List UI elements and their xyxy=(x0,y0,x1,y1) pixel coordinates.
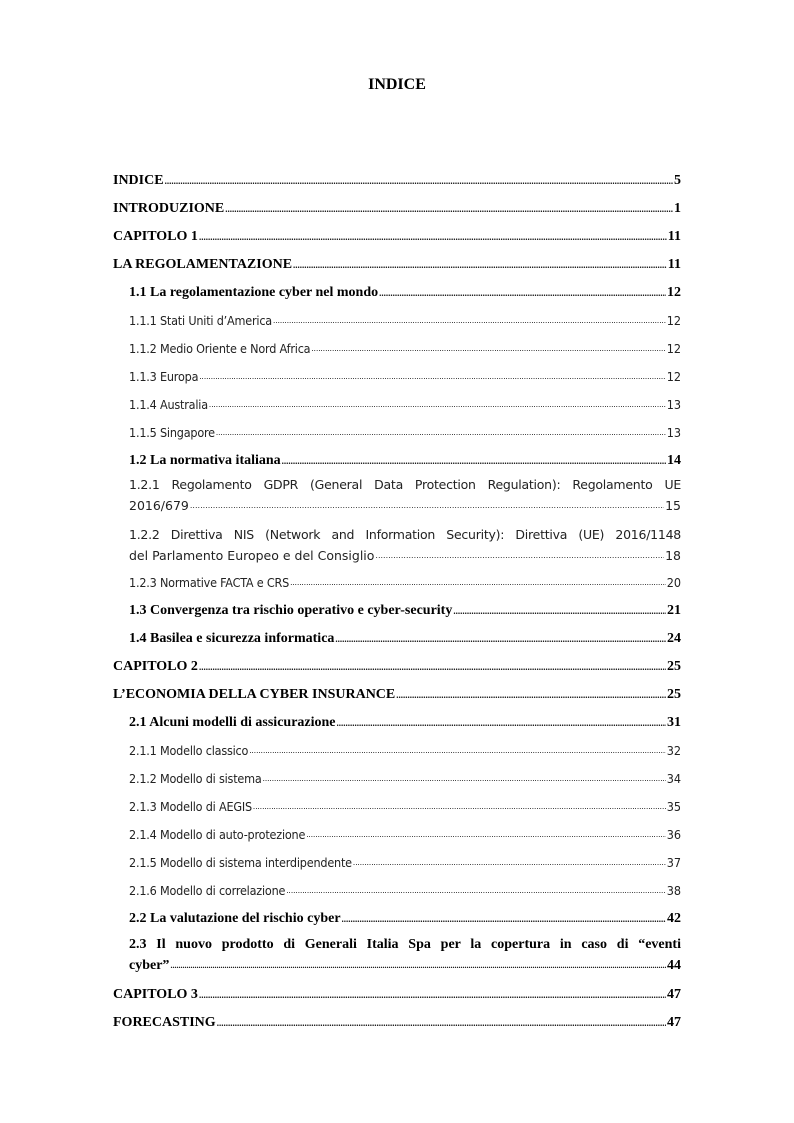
toc-entry-page: 20 xyxy=(666,575,681,590)
toc-entry-title: 1.1.4 Australia xyxy=(129,397,208,412)
toc-leader xyxy=(375,550,664,562)
toc-entry[interactable] xyxy=(113,906,681,928)
toc-entry[interactable] xyxy=(113,280,681,302)
toc-entry-title: 2.1.2 Modello di sistema xyxy=(129,771,262,786)
toc-entry-page: 38 xyxy=(666,883,681,898)
toc-entry[interactable] xyxy=(113,336,681,358)
toc-leader xyxy=(379,287,666,299)
toc-entry-title: 1.1.1 Stati Uniti d’America xyxy=(129,313,273,328)
toc-leader xyxy=(249,745,665,757)
toc-entry[interactable] xyxy=(113,1010,681,1032)
toc-entry-title: 1.3 Convergenza tra rischio operativo e cyber-security xyxy=(129,603,453,618)
toc-leader xyxy=(353,857,666,869)
toc-entry-page: 14 xyxy=(667,453,681,468)
toc-entry[interactable] xyxy=(129,524,681,566)
toc-entry-title: 2.1.5 Modello di sistema interdipendente xyxy=(129,855,352,870)
toc-leader xyxy=(199,231,667,243)
toc-entry[interactable] xyxy=(113,570,681,592)
toc-entry[interactable] xyxy=(113,252,681,274)
toc-leader xyxy=(290,577,666,589)
toc-entry-page: 35 xyxy=(666,799,681,814)
toc-entry-page: 13 xyxy=(666,397,681,412)
toc-entry-title-line1: 1.2.2 Direttiva NIS (Network and Information Security): Direttiva (UE) 2016/1148 xyxy=(129,527,681,542)
toc-leader xyxy=(337,717,666,729)
toc-entry-title: CAPITOLO 1 xyxy=(113,229,198,244)
toc-leader xyxy=(396,689,666,701)
toc-leader xyxy=(282,455,666,467)
toc-entry-title: L’ECONOMIA DELLA CYBER INSURANCE xyxy=(113,687,396,702)
toc-leader xyxy=(225,203,673,215)
toc-entry[interactable] xyxy=(113,420,681,442)
toc-leader xyxy=(335,633,666,645)
toc-entry[interactable] xyxy=(113,224,681,246)
toc-leader xyxy=(199,661,666,673)
toc-entry-page: 37 xyxy=(666,855,681,870)
toc-entry-page: 12 xyxy=(667,285,681,300)
toc-entry[interactable] xyxy=(113,448,681,470)
toc-entry-title-line1: 1.2.1 Regolamento GDPR (General Data Protection Regulation): Regolamento UE xyxy=(129,477,681,492)
toc-entry-title: 1.4 Basilea e sicurezza informatica xyxy=(129,631,335,646)
toc-entry-page: 24 xyxy=(667,631,681,646)
toc-entry[interactable] xyxy=(113,392,681,414)
toc-entry[interactable] xyxy=(129,934,681,976)
toc-entry[interactable] xyxy=(113,738,681,760)
toc-entry[interactable] xyxy=(113,168,681,190)
toc-entry-page: 12 xyxy=(666,341,681,356)
toc-entry-page: 18 xyxy=(665,548,681,563)
toc-entry[interactable] xyxy=(113,364,681,386)
toc-entry[interactable] xyxy=(113,654,681,676)
toc-entry-title: CAPITOLO 3 xyxy=(113,987,198,1002)
toc-entry-title: 2.1 Alcuni modelli di assicurazione xyxy=(129,715,336,730)
toc-entry-page: 11 xyxy=(667,257,681,272)
toc-entry-title: 2.2 La valutazione del rischio cyber xyxy=(129,911,341,926)
toc-leader xyxy=(165,175,673,187)
toc-leader xyxy=(217,1017,666,1029)
toc-entry-title: FORECASTING xyxy=(113,1015,216,1030)
toc-entry-page: 25 xyxy=(667,659,681,674)
toc-leader xyxy=(263,773,666,785)
toc-leader xyxy=(311,343,665,355)
toc-entry-title: 2.1.6 Modello di correlazione xyxy=(129,883,286,898)
toc-entry-title: 1.1 La regolamentazione cyber nel mondo xyxy=(129,285,379,300)
toc-entry-title-line2: del Parlamento Europeo e del Consiglio xyxy=(129,548,375,563)
toc-entry[interactable] xyxy=(113,598,681,620)
toc-entry-page: 42 xyxy=(667,911,681,926)
toc-entry-title: INDICE xyxy=(113,173,164,188)
toc-entry-title: 1.2 La normativa italiana xyxy=(129,453,281,468)
toc-leader xyxy=(190,500,664,512)
toc-entry[interactable] xyxy=(113,682,681,704)
toc-leader xyxy=(306,829,665,841)
toc-entry-page: 21 xyxy=(667,603,681,618)
toc-entry-title-line2: 2016/679 xyxy=(129,498,189,513)
toc-entry-page: 12 xyxy=(666,313,681,328)
toc-entry-page: 36 xyxy=(666,827,681,842)
toc-entry-title: 1.1.3 Europa xyxy=(129,369,199,384)
toc-entry-page: 32 xyxy=(666,743,681,758)
toc-leader xyxy=(216,427,666,439)
toc-entry-title: INTRODUZIONE xyxy=(113,201,225,216)
toc-leader xyxy=(253,801,666,813)
toc-entry-page: 15 xyxy=(665,498,681,513)
toc-entry-page: 12 xyxy=(666,369,681,384)
toc-entry[interactable] xyxy=(113,766,681,788)
toc-leader xyxy=(293,259,667,271)
toc-entry-title: 2.1.3 Modello di AEGIS xyxy=(129,799,252,814)
toc-entry-page: 31 xyxy=(667,715,681,730)
toc-entry-page: 11 xyxy=(667,229,681,244)
toc-entry-page: 44 xyxy=(667,958,681,973)
toc-entry-title: CAPITOLO 2 xyxy=(113,659,198,674)
toc-entry[interactable] xyxy=(129,474,681,516)
toc-entry-title-line1: 2.3 Il nuovo prodotto di Generali Italia Spa per la copertura in caso di “eventi xyxy=(129,937,681,952)
toc-entry[interactable] xyxy=(113,626,681,648)
toc-entry-page: 25 xyxy=(667,687,681,702)
toc-leader xyxy=(170,960,666,972)
toc-leader xyxy=(199,989,666,1001)
toc-entry-page: 34 xyxy=(666,771,681,786)
page-title: INDICE xyxy=(368,76,426,93)
toc-entry-title: 1.1.5 Singapore xyxy=(129,425,215,440)
toc-entry[interactable] xyxy=(113,982,681,1004)
toc-entry-page: 47 xyxy=(667,987,681,1002)
toc-entry-page: 5 xyxy=(674,173,681,188)
toc-leader xyxy=(209,399,666,411)
toc-entry[interactable] xyxy=(113,710,681,732)
toc-entry-title: 2.1.4 Modello di auto-protezione xyxy=(129,827,306,842)
toc-entry[interactable] xyxy=(113,794,681,816)
toc-leader xyxy=(453,605,666,617)
toc-entry-title: LA REGOLAMENTAZIONE xyxy=(113,257,293,272)
toc-entry-title: 1.2.3 Normative FACTA e CRS xyxy=(129,575,290,590)
toc-entry[interactable] xyxy=(113,308,681,330)
toc-entry-page: 1 xyxy=(674,201,681,216)
toc-leader xyxy=(199,371,665,383)
toc-entry[interactable] xyxy=(113,878,681,900)
toc-entry-page: 13 xyxy=(666,425,681,440)
toc-entry[interactable] xyxy=(113,850,681,872)
toc-leader xyxy=(342,913,666,925)
toc-entry-title: 2.1.1 Modello classico xyxy=(129,743,249,758)
toc-entry[interactable] xyxy=(113,822,681,844)
toc-entry-title: 1.1.2 Medio Oriente e Nord Africa xyxy=(129,341,311,356)
toc-leader xyxy=(273,315,666,327)
toc-entry-title-line2: cyber” xyxy=(129,958,170,973)
toc-entry[interactable] xyxy=(113,196,681,218)
toc-entry-page: 47 xyxy=(667,1015,681,1030)
toc-leader xyxy=(286,885,665,897)
